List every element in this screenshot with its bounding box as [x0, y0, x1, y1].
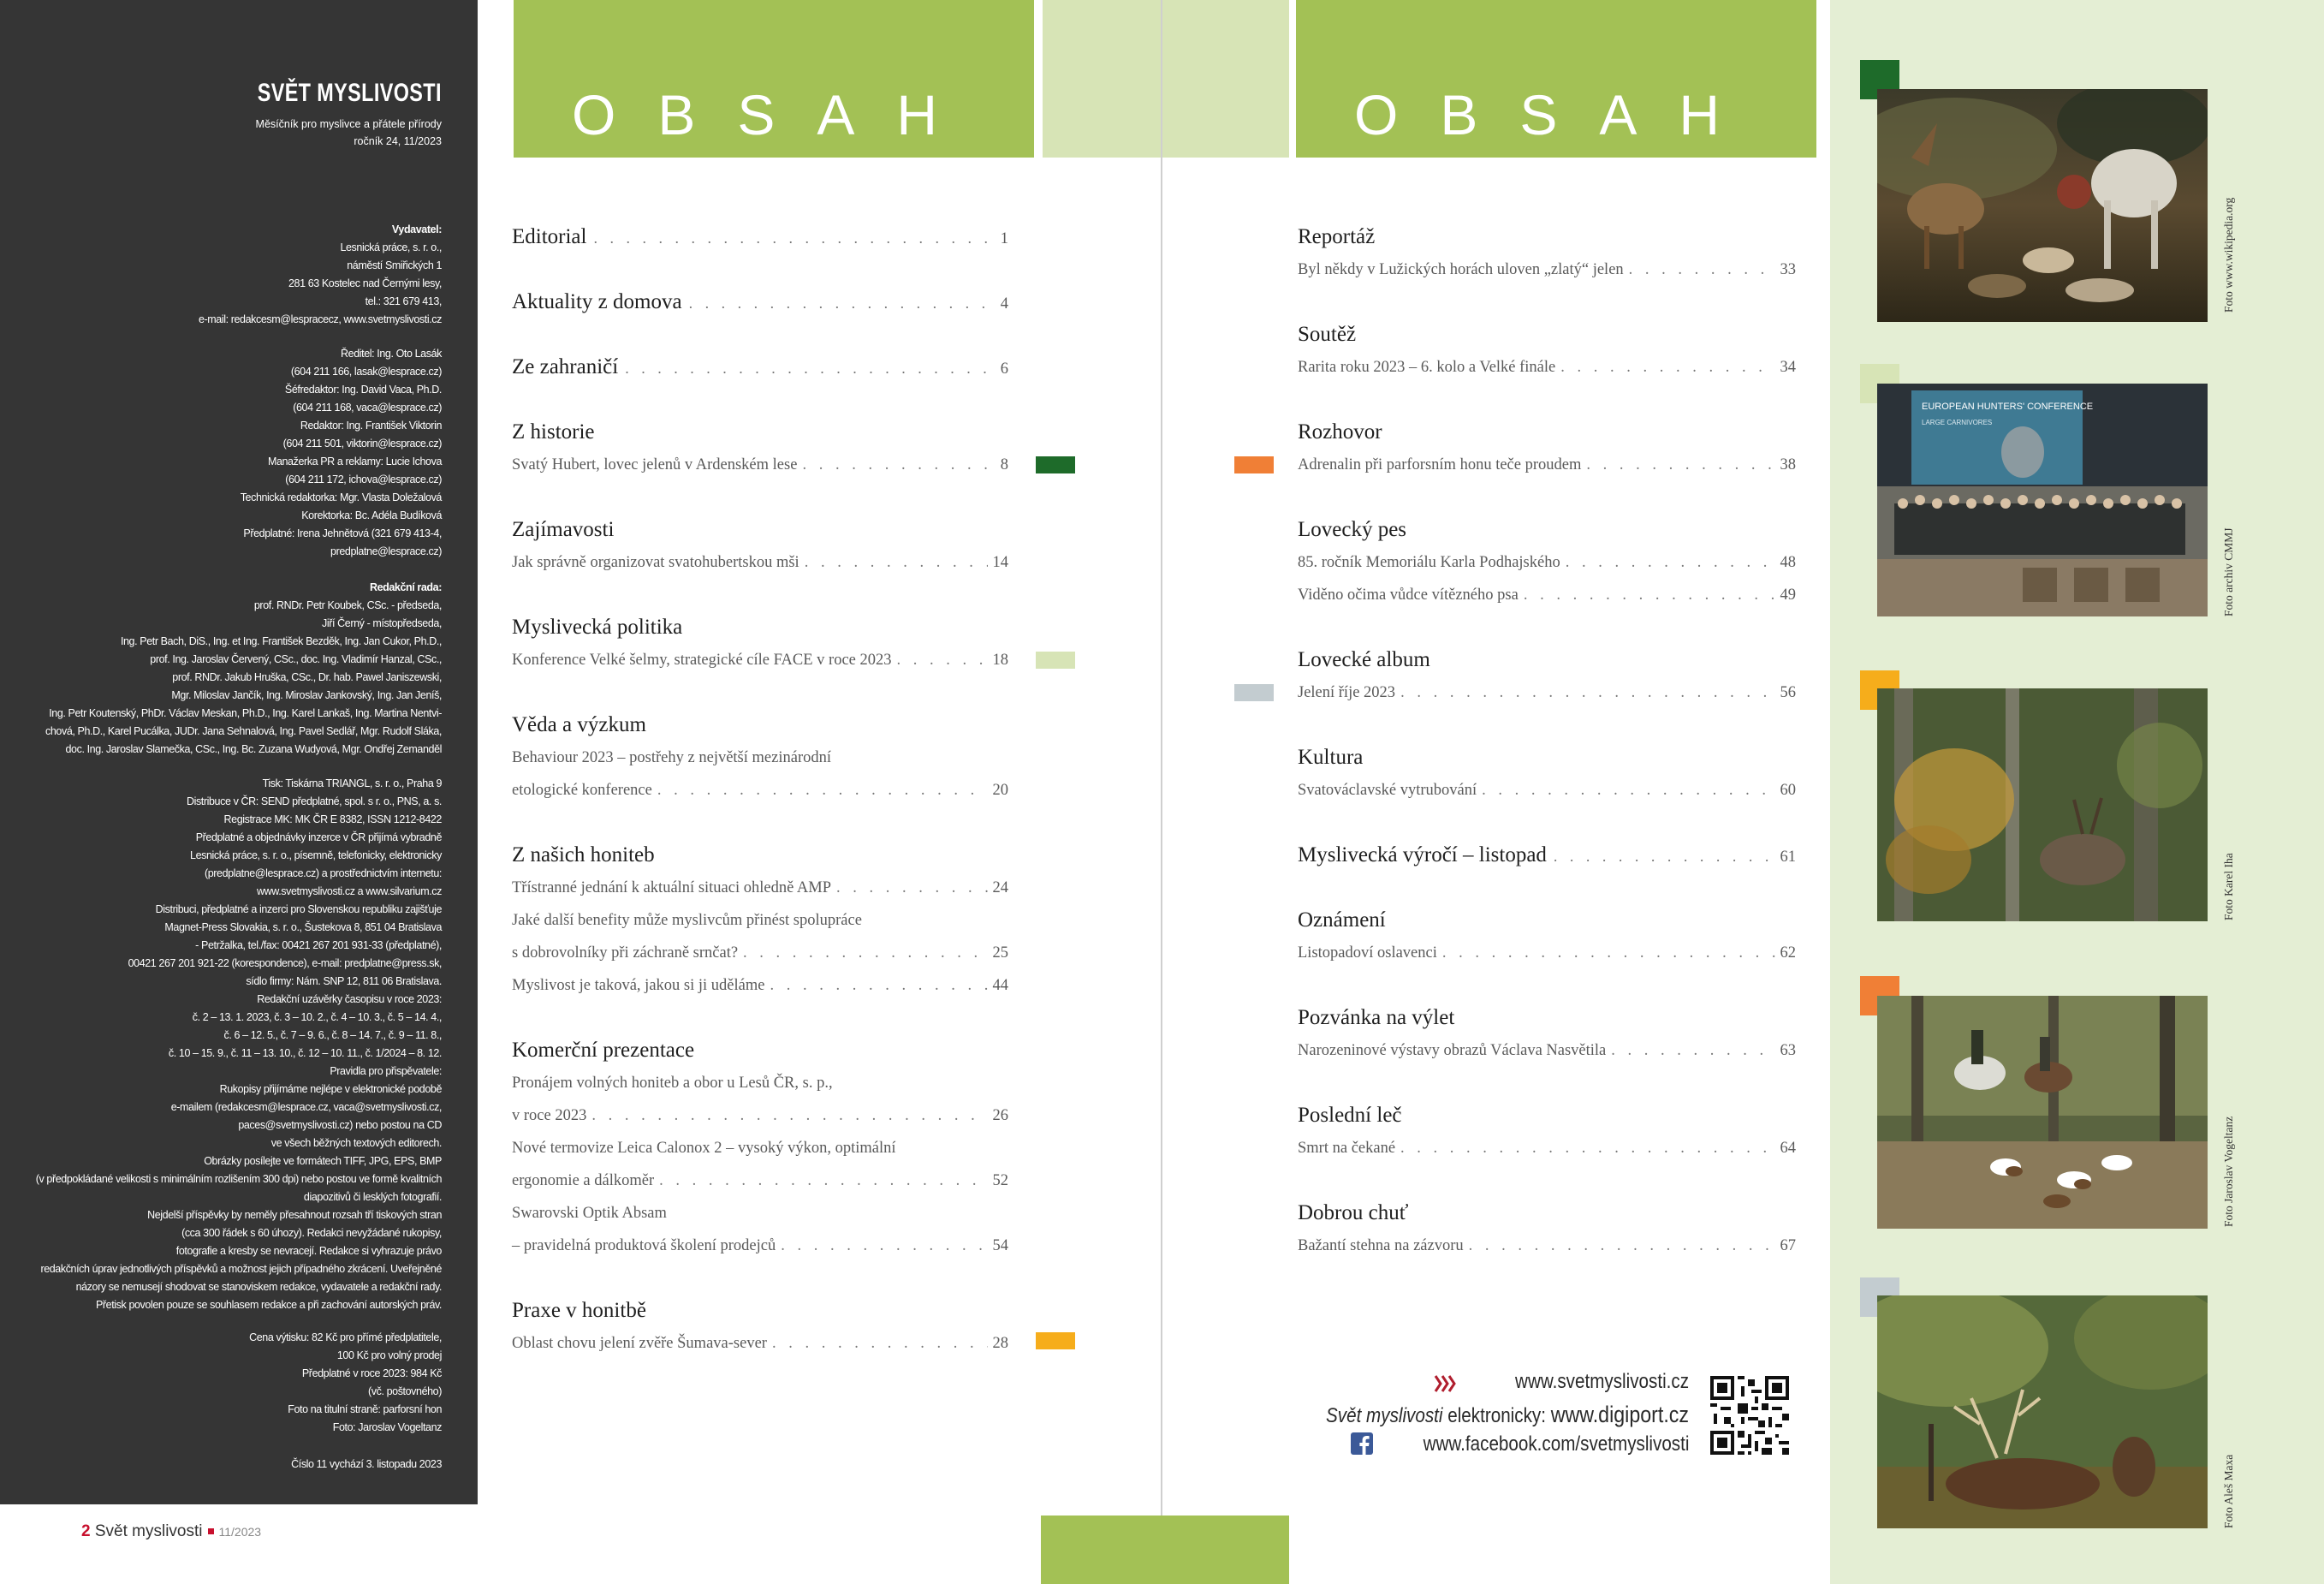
page-number: 2: [81, 1522, 91, 1540]
toc-page-number: 20: [992, 782, 1008, 799]
toc-section-title[interactable]: Z historie: [512, 420, 595, 444]
marker-gray-blue: [1234, 684, 1274, 701]
toc-entry-title: Byl někdy v Lužických horách uloven „zlatý“ jelen: [1298, 261, 1624, 278]
imprint-line: Lesnická práce, s. r. o.,: [340, 241, 442, 253]
imprint-line: Předplatné v roce 2023: 984 Kč: [301, 1367, 442, 1379]
toc-section: [512, 1034, 1008, 1262]
toc-section: [512, 514, 1008, 579]
toc-entry[interactable]: [1298, 449, 1796, 481]
toc-section-title[interactable]: Z našich honiteb: [512, 843, 655, 866]
toc-leader: [1400, 676, 1774, 709]
toc-section-title[interactable]: Praxe v honitbě: [512, 1299, 646, 1322]
banner-subtext: LARGE CARNIVORES: [1922, 419, 1993, 426]
imprint-line: 281 63 Kostelec nad Černými lesy,: [288, 277, 442, 289]
toc-entry-title: Bažantí stehna na zázvoru: [1298, 1237, 1464, 1254]
header-title-right: OBSAH: [1354, 83, 1762, 146]
toc-section-title[interactable]: [512, 221, 1008, 253]
footer-title: Svět myslivosti: [94, 1522, 203, 1540]
imprint-volume: ročník 24, 11/2023: [354, 135, 442, 147]
imprint-brand: SVĚT MYSLIVOSTI: [257, 79, 442, 107]
imprint-line: Tisk: Tiskárna TRIANGL, s. r. o., Praha 9: [262, 777, 442, 789]
toc-section-title[interactable]: Poslední leč: [1298, 1104, 1402, 1127]
toc-entry[interactable]: [1298, 546, 1796, 579]
digital-link-line: [1326, 1402, 1689, 1428]
toc-leader: [1400, 1132, 1774, 1164]
imprint-line: Magnet-Press Slovakia, s. r. o., Šustekova 8, 851 04 Bratislava: [164, 921, 442, 933]
imprint-line: predplatne@lesprace.cz): [330, 545, 442, 557]
page-footer: [81, 1522, 261, 1541]
toc-entry[interactable]: [512, 644, 1008, 676]
imprint-line: doc. Ing. Jaroslav Slamečka, CSc., Ing. Bc. Zuzana Wudyová, Mgr. Ondřej Zemanděl: [65, 743, 442, 755]
toc-right: [1298, 221, 1796, 1295]
toc-entry-title: Listopadoví oslavenci: [1298, 944, 1437, 962]
imprint-line: Distribuce v ČR: SEND předplatné, spol. s r. o., PNS, a. s.: [186, 795, 442, 807]
imprint-line: názory se nemusejí shodovat se stanoviskem redakce, vydavatele a redakční rady.: [75, 1281, 442, 1293]
imprint-line: ve všech běžných textových editorech.: [270, 1137, 442, 1149]
imprint-line: náměstí Smiřických 1: [347, 259, 442, 271]
header-block-left: [514, 0, 1034, 158]
imprint-line: 100 Kč pro volný prodej: [336, 1349, 442, 1361]
toc-page-number: 33: [1780, 261, 1796, 278]
toc-section: [1298, 1197, 1796, 1262]
toc-section-title[interactable]: Rozhovor: [1298, 420, 1382, 444]
toc-page-number: 67: [1780, 1237, 1796, 1254]
imprint-line: e-mail: redakcesm@lespracecz, www.svetmyslivosti.cz: [198, 313, 442, 325]
qr-code-icon[interactable]: [1710, 1376, 1789, 1455]
toc-section: [1298, 644, 1796, 709]
imprint-subtitle: Měsíčník pro myslivce a přátele přírody: [255, 118, 442, 130]
toc-section: [1298, 839, 1796, 872]
toc-page-number: 56: [1780, 684, 1796, 701]
marker-light-green: [1036, 652, 1075, 669]
imprint-line: Ředitel: Ing. Oto Lasák: [341, 348, 442, 360]
toc-page-number: 49: [1780, 587, 1796, 604]
header-title-left: OBSAH: [572, 83, 980, 146]
toc-entry-title: Svatý Hubert, lovec jelenů v Ardenském lese: [512, 456, 798, 473]
toc-entry[interactable]: [1298, 351, 1796, 384]
toc-leader: [659, 1164, 987, 1197]
footer-block-middle: [1041, 1516, 1289, 1584]
toc-entry[interactable]: [1298, 1132, 1796, 1164]
imprint-line: č. 2 – 13. 1. 2023, č. 3 – 10. 2., č. 4 – 10. 3., č. 5 – 14. 4.,: [192, 1011, 442, 1023]
imprint-line: diapozitivů či lesklých fotografií.: [303, 1191, 442, 1203]
toc-entry[interactable]: [512, 1164, 1008, 1197]
imprint-line: Distribuci, předplatné a inzerci pro Slovenskou republiku zajišťuje: [155, 903, 442, 915]
imprint-line: redakčních úprav jednotlivých příspěvků a možnost jejich případného zkrácení. Uveřejněné: [40, 1263, 442, 1275]
imprint-block: [0, 775, 442, 1314]
toc-entry-title: Jelení říje 2023: [1298, 684, 1396, 701]
toc-page-number: 48: [1780, 554, 1796, 571]
imprint-line: (604 211 166, lasak@lesprace.cz): [290, 366, 442, 378]
imprint-line: (v předpokládané velikosti s minimálním rozlišením 300 dpi) nebo postou ve formě kvalitních: [35, 1173, 442, 1185]
toc-page-number: 54: [992, 1237, 1008, 1254]
toc-entry-title: Konference Velké šelmy, strategické cíle FACE v roce 2023: [512, 652, 892, 669]
toc-entry-title: Třístranné jednání k aktuální situaci ohledně AMP: [512, 879, 831, 896]
toc-page-number: 14: [992, 554, 1008, 571]
toc-page-number: 62: [1780, 944, 1796, 962]
imprint-line: Technická redaktorka: Mgr. Vlasta Doležalová: [240, 491, 442, 503]
toc-entry[interactable]: [1298, 579, 1796, 611]
imprint-line: Předplatné: Irena Jehnětová (321 679 413-4,: [243, 527, 442, 539]
toc-page-number: 64: [1780, 1140, 1796, 1157]
toc-section: [512, 351, 1008, 384]
toc-leader: [836, 872, 988, 904]
toc-page-number: 25: [992, 944, 1008, 962]
toc-leader: [657, 774, 988, 807]
digital-label: Svět myslivosti: [1326, 1404, 1443, 1427]
toc-leader: [1482, 774, 1774, 807]
toc-entry[interactable]: [512, 1327, 1008, 1360]
toc-entry-title: Narozeninové výstavy obrazů Václava Nasvětila: [1298, 1042, 1607, 1059]
imprint-line: Lesnická práce, s. r. o., písemně, telefonicky, elektronicky: [190, 849, 442, 861]
imprint-line: (cca 300 řádek s 60 úhozy). Redakci nevyžádané rukopisy,: [181, 1227, 442, 1239]
banner-text: EUROPEAN HUNTERS' CONFERENCE: [1922, 402, 2094, 412]
toc-page-number: 44: [992, 977, 1008, 994]
toc-section-title-text: Editorial: [512, 225, 587, 248]
imprint-line: Mgr. Miloslav Jančík, Ing. Miroslav Jankovský, Ing. Jan Jeníš,: [171, 689, 442, 701]
toc-entry-title: etologické konference: [512, 782, 652, 799]
toc-entry-title: Viděno očima vůdce vítězného psa: [1298, 587, 1519, 604]
imprint-line: Šéfredaktor: Ing. David Vaca, Ph.D.: [284, 384, 442, 396]
imprint-line: paces@svetmyslivosti.cz) nebo postou na CD: [238, 1119, 442, 1131]
toc-section-title-text: Ze zahraničí: [512, 355, 619, 378]
toc-leader: [593, 222, 993, 254]
footer-issue: 11/2023: [218, 1525, 262, 1539]
imprint-line: Obrázky posílejte ve formátech TIFF, JPG, EPS, BMP: [204, 1155, 442, 1167]
photo-hubert-painting: [1877, 89, 2208, 322]
toc-page-number: 8: [1000, 456, 1008, 473]
toc-entry[interactable]: [1298, 253, 1796, 286]
toc-section-title[interactable]: Kultura: [1298, 746, 1364, 769]
imprint-line: Redaktor: Ing. František Viktorin: [300, 420, 442, 432]
imprint-line: Pravidla pro přispěvatele:: [330, 1065, 442, 1077]
digiport-link[interactable]: www.digiport.cz: [1550, 1402, 1689, 1427]
toc-leader: [1560, 351, 1774, 384]
imprint-line: - Petržalka, tel./fax: 00421 267 201 931-33 (předplatné),: [195, 939, 442, 951]
toc-section: [1298, 319, 1796, 384]
photo-conference-group: [1877, 384, 2208, 616]
toc-section: [1298, 1099, 1796, 1164]
toc-leader: [1442, 937, 1775, 969]
toc-section: [512, 1295, 1008, 1360]
imprint-line: e-mailem (redakcesm@lesprace.cz, vaca@svetmyslivosti.cz,: [170, 1101, 442, 1113]
toc-entry[interactable]: [512, 546, 1008, 579]
toc-entry-line[interactable]: Nové termovize Leica Calonox 2 – vysoký výkon, optimální: [512, 1140, 896, 1157]
toc-section-title[interactable]: Lovecké album: [1298, 648, 1430, 671]
toc-entry[interactable]: [512, 774, 1008, 807]
imprint-line: prof. RNDr. Petr Koubek, CSc. - předseda,: [253, 599, 442, 611]
toc-leader: [772, 1327, 988, 1360]
imprint-line: www.svetmyslivosti.cz a www.silvarium.cz: [257, 885, 442, 897]
imprint-block: [0, 221, 442, 329]
toc-section: [1298, 1002, 1796, 1067]
toc-leader: [770, 969, 987, 1002]
toc-entry[interactable]: [512, 449, 1008, 481]
toc-entry-title: – pravidelná produktová školení prodejců: [512, 1237, 776, 1254]
toc-entry-title: Adrenalin při parforsním honu teče proudem: [1298, 456, 1582, 473]
imprint-line: Foto na titulní straně: parforsní hon: [288, 1403, 442, 1415]
toc-leader: [625, 352, 994, 384]
toc-section-title[interactable]: Dobrou chuť: [1298, 1201, 1409, 1224]
imprint-line: chová, Ph.D., Karel Pucálka, JUDr. Jana Sehnalová, Ing. Pavel Sedlář, Mgr. Rudolf Sláka,: [45, 725, 442, 737]
imprint-line: sídlo firmy: Nám. SNP 12, 811 06 Bratislava.: [246, 975, 442, 987]
website-link[interactable]: www.svetmyslivosti.cz: [1515, 1370, 1689, 1393]
header-block-right: [1296, 0, 1816, 158]
imprint-line: fotografie a kresby se nevracejí. Redakce si vyhrazuje právo: [175, 1245, 442, 1257]
photo-credit-1: Foto www.wikipedia.org: [2222, 197, 2235, 313]
toc-entry-title: s dobrovolníky při záchraně srnčat?: [512, 944, 739, 962]
photo-credit-4: Foto Jaroslav Vogeltanz: [2222, 1116, 2235, 1227]
imprint-line: Rukopisy přijímáme nejlépe v elektronické podobě: [219, 1083, 442, 1095]
toc-section-title[interactable]: Myslivecká politika: [512, 616, 683, 639]
imprint-line: Ing. Petr Koutenský, PhDr. Václav Meskan, Ph.D., Ing. Karel Lankaš, Ing. Martina Nentvi-: [49, 707, 442, 719]
toc-entry-title: Jak správně organizovat svatohubertskou mši: [512, 554, 799, 571]
toc-section: [1298, 221, 1796, 286]
toc-section: [1298, 741, 1796, 807]
photo-parforce-hunt: [1877, 996, 2208, 1229]
marker-dark-green: [1036, 456, 1075, 473]
toc-entry-title: ergonomie a dálkoměr: [512, 1172, 655, 1189]
toc-entry[interactable]: [512, 1099, 1008, 1132]
toc-entry[interactable]: [1298, 1230, 1796, 1262]
toc-page-number: 18: [992, 652, 1008, 669]
toc-page-number: 38: [1780, 456, 1796, 473]
toc-section: [512, 839, 1008, 1002]
imprint-block: [0, 579, 442, 759]
toc-leader: [1554, 840, 1774, 872]
toc-leader: [1629, 253, 1775, 286]
toc-leader: [743, 937, 987, 969]
toc-section-title[interactable]: Reportáž: [1298, 225, 1376, 248]
header-block-middle: [1043, 0, 1289, 158]
toc-entry[interactable]: [512, 1230, 1008, 1262]
toc-section-title-text: Aktuality z domova: [512, 290, 682, 313]
toc-section: [512, 416, 1008, 481]
toc-entry-title: Svatováclavské vytrubování: [1298, 782, 1477, 799]
toc-section-title[interactable]: [512, 351, 1008, 384]
toc-leader: [1586, 449, 1774, 481]
toc-leader: [689, 287, 994, 319]
toc-leader: [897, 644, 988, 676]
page-fold-divider: [1161, 0, 1162, 1584]
imprint-line: Foto: Jaroslav Vogeltanz: [332, 1421, 442, 1433]
imprint-line: Redakční rada:: [369, 581, 442, 593]
marker-orange: [1234, 456, 1274, 473]
toc-page-number: 6: [1000, 360, 1008, 378]
toc-section-title[interactable]: Oznámení: [1298, 908, 1386, 932]
imprint-line: prof. RNDr. Jakub Hruška, CSc., Dr. hab. Pawel Janiszewski,: [172, 671, 442, 683]
imprint-line: č. 6 – 12. 5., č. 7 – 9. 6., č. 8 – 14. 7., č. 9 – 11. 8.,: [223, 1029, 442, 1041]
toc-entry-title: Oblast chovu jelení zvěře Šumava-sever: [512, 1335, 767, 1352]
toc-page-number: 26: [992, 1107, 1008, 1124]
toc-section: [1298, 514, 1796, 611]
photo-hunted-stag: [1877, 1295, 2208, 1528]
footer-square-icon: [208, 1528, 214, 1534]
imprint-line: Registrace MK: MK ČR E 8382, ISSN 1212-8422: [223, 813, 442, 825]
toc-entry-line[interactable]: Behaviour 2023 – postřehy z největší mezinárodní: [512, 749, 831, 766]
toc-section-title[interactable]: Zajímavosti: [512, 518, 615, 541]
toc-section-title[interactable]: Soutěž: [1298, 323, 1357, 346]
imprint-block: [0, 1456, 442, 1474]
toc-page-number: 52: [992, 1172, 1008, 1189]
toc-page-number: 61: [1780, 849, 1796, 866]
imprint-line: Manažerka PR a reklamy: Lucie Ichova: [267, 456, 442, 467]
toc-section: [1298, 904, 1796, 969]
toc-section-title[interactable]: Komerční prezentace: [512, 1039, 695, 1062]
toc-leader: [802, 449, 995, 481]
toc-section: [512, 221, 1008, 253]
toc-entry-title: Smrt na čekané: [1298, 1140, 1396, 1157]
photo-credit-2: Foto archiv CMMJ: [2222, 527, 2235, 616]
toc-section: [512, 611, 1008, 676]
toc-section-title-text: Myslivecká výročí – listopad: [1298, 843, 1547, 866]
toc-page-number: 4: [1000, 295, 1008, 313]
digital-word: elektronicky:: [1447, 1404, 1546, 1427]
imprint-line: (604 211 172, ichova@lesprace.cz): [285, 473, 442, 485]
imprint-line: tel.: 321 679 413,: [365, 295, 442, 307]
toc-leader: [1566, 546, 1775, 579]
imprint-block: [0, 1329, 442, 1437]
toc-entry-title: Myslivost je taková, jakou si ji uděláme: [512, 977, 765, 994]
imprint-line: (vč. poštovného): [367, 1385, 442, 1397]
toc-leader: [1611, 1034, 1774, 1067]
toc-entry[interactable]: [512, 937, 1008, 969]
toc-leader: [591, 1099, 987, 1132]
toc-section: [512, 709, 1008, 807]
imprint-line: (604 211 501, viktorin@lesprace.cz): [282, 438, 442, 450]
photo-credit-5: Foto Aleš Maxa: [2222, 1454, 2235, 1528]
marker-amber: [1036, 1332, 1075, 1349]
imprint-block: [0, 345, 442, 561]
toc-page-number: 34: [1780, 359, 1796, 376]
toc-entry[interactable]: [1298, 676, 1796, 709]
toc-page-number: 60: [1780, 782, 1796, 799]
toc-page-number: 24: [992, 879, 1008, 896]
toc-leader: [1469, 1230, 1775, 1262]
imprint-line: Číslo 11 vychází 3. listopadu 2023: [291, 1458, 442, 1470]
imprint-line: Jiří Černý - místopředseda,: [322, 617, 442, 629]
toc-entry[interactable]: [512, 969, 1008, 1002]
imprint-line: prof. Ing. Jaroslav Červený, CSc., doc. Ing. Vladimír Hanzal, CSc.,: [150, 653, 442, 665]
toc-leader: [805, 546, 988, 579]
toc-section: [512, 286, 1008, 319]
imprint-line: Cena výtisku: 82 Kč pro přímé předplatitele,: [249, 1331, 442, 1343]
imprint-line: Vydavatel:: [391, 223, 442, 235]
photo-credit-3: Foto Karel Iha: [2222, 853, 2235, 920]
toc-entry-line[interactable]: Pronájem volných honiteb a obor u Lesů ČR, s. p.,: [512, 1075, 833, 1092]
toc-left: [512, 221, 1008, 1392]
toc-leader: [781, 1230, 987, 1262]
photo-forest-deer: [1877, 688, 2208, 921]
toc-entry[interactable]: [1298, 774, 1796, 807]
toc-entry-title: v roce 2023: [512, 1107, 587, 1124]
toc-entry[interactable]: [512, 872, 1008, 904]
toc-leader: [1524, 579, 1775, 611]
web-arrows-icon: [1434, 1374, 1456, 1393]
toc-entry-title: 85. ročník Memoriálu Karla Podhajského: [1298, 554, 1560, 571]
toc-section-title[interactable]: Lovecký pes: [1298, 518, 1407, 541]
imprint-line: (604 211 168, vaca@lesprace.cz): [293, 402, 442, 414]
toc-section-title[interactable]: Pozvánka na výlet: [1298, 1006, 1455, 1029]
toc-entry[interactable]: [1298, 1034, 1796, 1067]
toc-entry-line[interactable]: Swarovski Optik Absam: [512, 1205, 667, 1222]
toc-section-title[interactable]: Věda a výzkum: [512, 713, 646, 736]
facebook-link[interactable]: www.facebook.com/svetmyslivosti: [1423, 1432, 1689, 1456]
toc-section-title[interactable]: [1298, 839, 1796, 872]
imprint-line: Předplatné a objednávky inzerce v ČR přijímá vybradně: [195, 831, 442, 843]
imprint-line: Korektorka: Bc. Adéla Budíková: [301, 509, 442, 521]
imprint-line: (predplatne@lesprace.cz) a prostřednictvím internetu:: [204, 867, 442, 879]
facebook-icon[interactable]: [1351, 1432, 1373, 1455]
imprint-line: Ing. Petr Bach, DiS., Ing. et Ing. František Bezděk, Ing. Jan Cukor, Ph.D.,: [120, 635, 442, 647]
imprint-line: Nejdelší příspěvky by neměly přesahnout rozsah tří tiskových stran: [147, 1209, 442, 1221]
toc-page-number: 63: [1780, 1042, 1796, 1059]
toc-section-title[interactable]: [512, 286, 1008, 319]
imprint-line: Redakční uzávěrky časopisu v roce 2023:: [257, 993, 442, 1005]
imprint-line: 00421 267 201 921-22 (korespondence), e-mail: predplatne@press.sk,: [128, 957, 442, 969]
imprint-line: Přetisk povolen pouze se souhlasem redakce a při zachování autorských práv.: [95, 1299, 442, 1311]
toc-entry-line[interactable]: Jaké další benefity může myslivcům přinést spolupráce: [512, 912, 862, 929]
imprint-line: č. 10 – 15. 9., č. 11 – 13. 10., č. 12 – 10. 11., č. 1/2024 – 8. 12.: [168, 1047, 442, 1059]
imprint-panel: [0, 0, 478, 1504]
toc-entry-title: Rarita roku 2023 – 6. kolo a Velké finále: [1298, 359, 1556, 376]
toc-section: [1298, 416, 1796, 481]
toc-page-number: 28: [992, 1335, 1008, 1352]
toc-page-number: 1: [1000, 230, 1008, 247]
toc-entry[interactable]: [1298, 937, 1796, 969]
